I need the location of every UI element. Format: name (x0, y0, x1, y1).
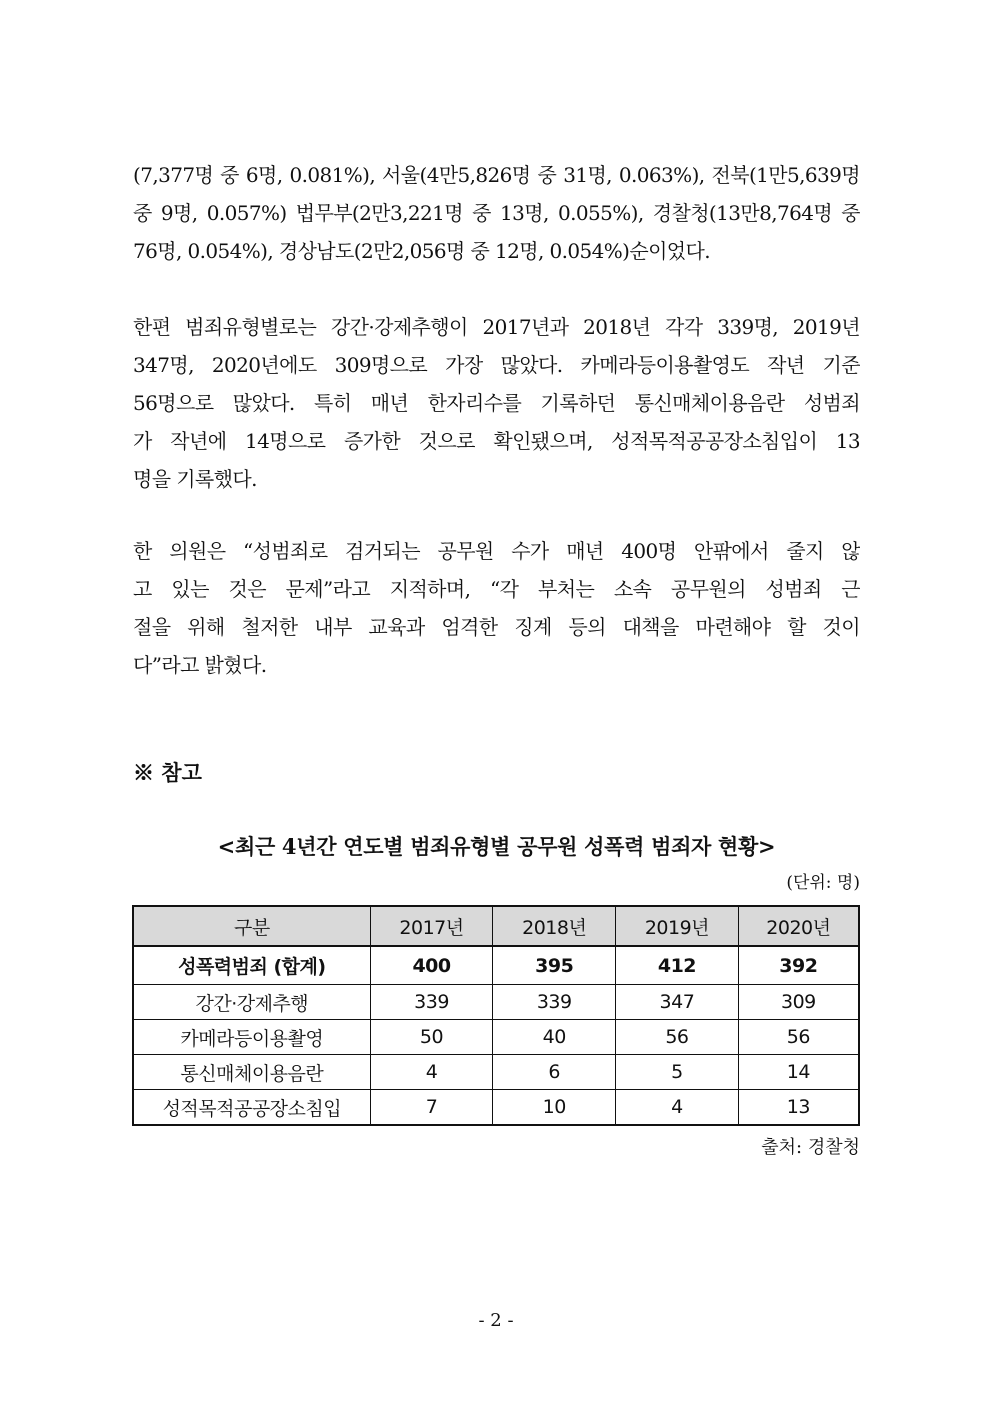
header-category: 구분 (133, 906, 370, 946)
table-title: <최근 4년간 연도별 범죄유형별 공무원 성폭력 범죄자 현황> (217, 834, 776, 859)
source-note: 출처: 경찰청 (761, 1137, 860, 1158)
cell-value: 400 (370, 946, 493, 985)
header-year: 2019년 (616, 906, 739, 946)
row-label: 통신매체이용음란 (133, 1055, 370, 1090)
statistics-table (132, 905, 860, 1126)
cell-value: 56 (738, 1020, 859, 1055)
cell-value: 339 (370, 985, 493, 1020)
text-line: (7,377명 중 6명, 0.081%), 서울(4만5,826명 중 31명, 0.063%), 전북(1만5,639명 (133, 163, 860, 187)
text-line: 명을 기록했다. (133, 467, 257, 491)
row-label: 성적목적공공장소침입 (133, 1090, 370, 1126)
cell-value: 5 (616, 1055, 739, 1090)
cell-value: 56 (616, 1020, 739, 1055)
page-number: - 2 - (478, 1310, 514, 1331)
table-row (133, 985, 859, 1020)
cell-value: 50 (370, 1020, 493, 1055)
text-line: 절을 위해 철저한 내부 교육과 엄격한 징계 등의 대책을 마련해야 할 것이 (133, 615, 860, 639)
row-label: 성폭력범죄 (합계) (133, 946, 370, 985)
text-line: 한편 범죄유형별로는 강간·강제추행이 2017년과 2018년 각각 339명, 2019년 (133, 315, 860, 339)
cell-value: 40 (493, 1020, 616, 1055)
reference-heading: ※ 참고 (133, 760, 202, 785)
row-label: 강간·강제추행 (133, 985, 370, 1020)
text-line: 다”라고 밝혔다. (133, 653, 267, 677)
table-header-row (133, 906, 859, 946)
cell-value: 412 (616, 946, 739, 985)
text-line: 56명으로 많았다. 특히 매년 한자리수를 기록하던 통신매체이용음란 성범죄 (133, 391, 860, 415)
cell-value: 14 (738, 1055, 859, 1090)
paragraph-lawmaker-quote (133, 532, 860, 684)
cell-value: 309 (738, 985, 859, 1020)
unit-label: (단위: 명) (786, 873, 860, 893)
cell-value: 347 (616, 985, 739, 1020)
text-line: 가 작년에 14명으로 증가한 것으로 확인됐으며, 성적목적공공장소침입이 13 (133, 429, 860, 453)
cell-value: 392 (738, 946, 859, 985)
text-line: 347명, 2020년에도 309명으로 가장 많았다. 카메라등이용촬영도 작년 기준 (133, 353, 860, 377)
text-line: 76명, 0.054%), 경상남도(2만2,056명 중 12명, 0.054%)순이었다. (133, 239, 710, 263)
cell-value: 10 (493, 1090, 616, 1126)
cell-value: 395 (493, 946, 616, 985)
header-year: 2018년 (493, 906, 616, 946)
table-row (133, 1020, 859, 1055)
paragraph-crime-types (133, 308, 860, 498)
row-label: 카메라등이용촬영 (133, 1020, 370, 1055)
cell-value: 7 (370, 1090, 493, 1126)
cell-value: 4 (370, 1055, 493, 1090)
table-row-total (133, 946, 859, 985)
header-year: 2017년 (370, 906, 493, 946)
cell-value: 13 (738, 1090, 859, 1126)
text-line: 중 9명, 0.057%) 법무부(2만3,221명 중 13명, 0.055%), 경찰청(13만8,764명 중 (133, 201, 860, 225)
header-year: 2020년 (738, 906, 859, 946)
table-row (133, 1090, 859, 1126)
table-row (133, 1055, 859, 1090)
text-line: 한 의원은 “성범죄로 검거되는 공무원 수가 매년 400명 안팎에서 줄지 않 (133, 539, 860, 563)
paragraph-agency-ranking (133, 156, 860, 270)
cell-value: 339 (493, 985, 616, 1020)
cell-value: 4 (616, 1090, 739, 1126)
cell-value: 6 (493, 1055, 616, 1090)
text-line: 고 있는 것은 문제”라고 지적하며, “각 부처는 소속 공무원의 성범죄 근 (133, 577, 860, 601)
